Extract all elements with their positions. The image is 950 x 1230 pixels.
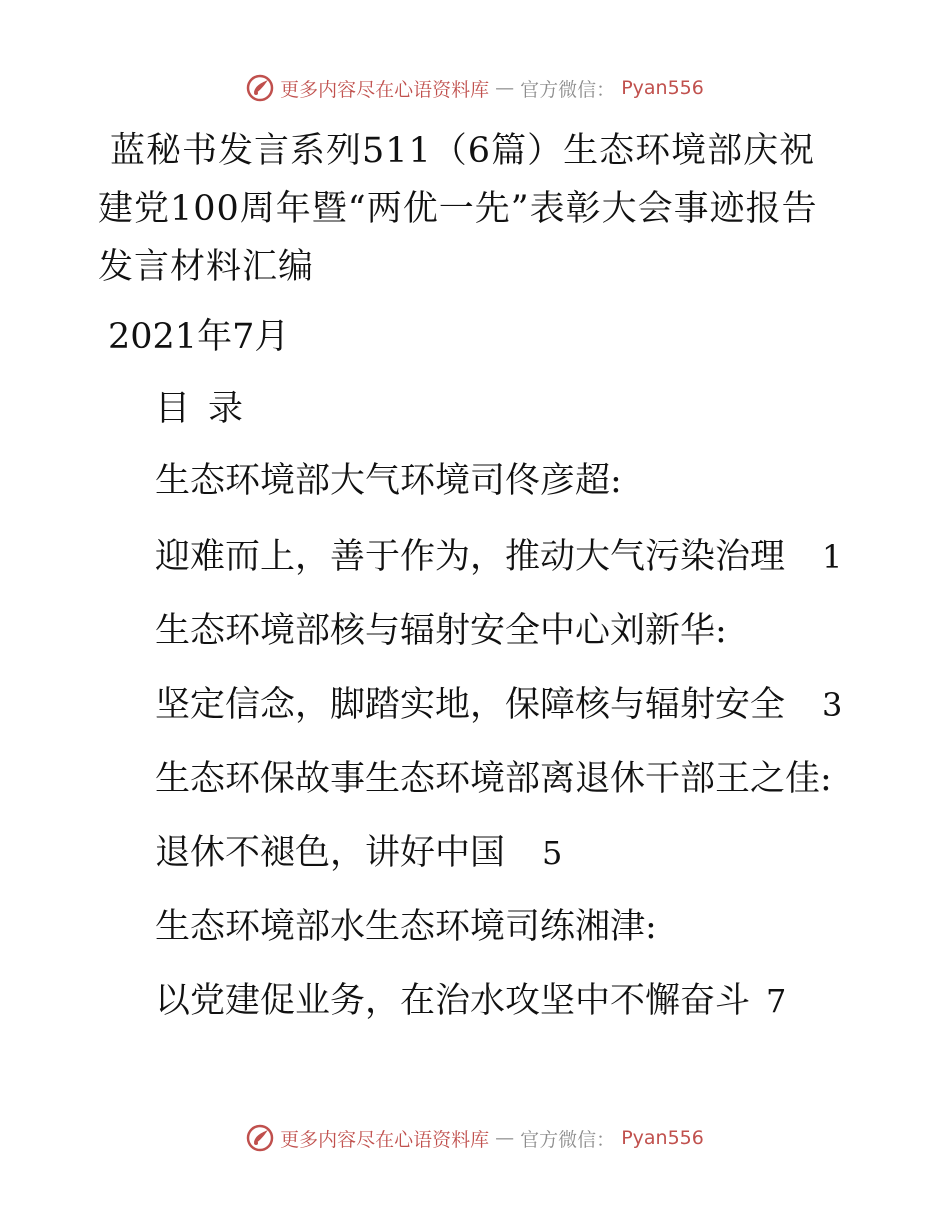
toc-page-number: 1 <box>822 538 843 576</box>
watermark-id: Pyan556 <box>621 1127 704 1149</box>
toc-author: 生态环保故事生态环境部离退休干部王之佳: <box>155 759 832 799</box>
toc-page-number: 3 <box>822 686 843 724</box>
watermark-id: Pyan556 <box>621 77 704 99</box>
toc-entry-heading: 以党建促业务，在治水攻坚中不懈奋斗 <box>155 981 751 1021</box>
watermark-footer <box>0 1124 950 1152</box>
watermark-separator: — <box>495 1127 515 1149</box>
watermark-separator: — <box>495 77 515 99</box>
toc-entry-heading: 坚定信念，脚踏实地，保障核与辐射安全 <box>155 685 786 725</box>
toc-page-number: 7 <box>766 982 787 1020</box>
toc-author: 生态环境部大气环境司佟彦超: <box>155 461 622 501</box>
toc-author: 生态环境部水生态环境司练湘津: <box>155 907 657 947</box>
watermark-text: 更多内容尽在心语资料库 <box>280 78 490 101</box>
watermark-label: 官方微信： <box>520 1128 616 1151</box>
document-title: 蓝秘书发言系列511（6篇）生态环境部庆祝建党100周年暨“两优一先”表彰大会事迹报告发言材料汇编 <box>98 131 818 287</box>
toc-heading: 目录 <box>155 389 262 429</box>
logo-icon <box>246 74 274 102</box>
watermark-header <box>0 74 950 102</box>
logo-icon <box>246 1124 274 1152</box>
watermark-label: 官方微信： <box>520 78 616 101</box>
watermark-text: 更多内容尽在心语资料库 <box>280 1128 490 1151</box>
toc-author: 生态环境部核与辐射安全中心刘新华: <box>155 611 727 651</box>
toc-entry-heading: 迎难而上，善于作为，推动大气污染治理 <box>155 537 786 577</box>
toc-page-number: 5 <box>542 834 563 872</box>
toc-entry-heading: 退休不褪色，讲好中国 <box>155 833 506 873</box>
document-date: 2021年7月 <box>108 317 290 357</box>
